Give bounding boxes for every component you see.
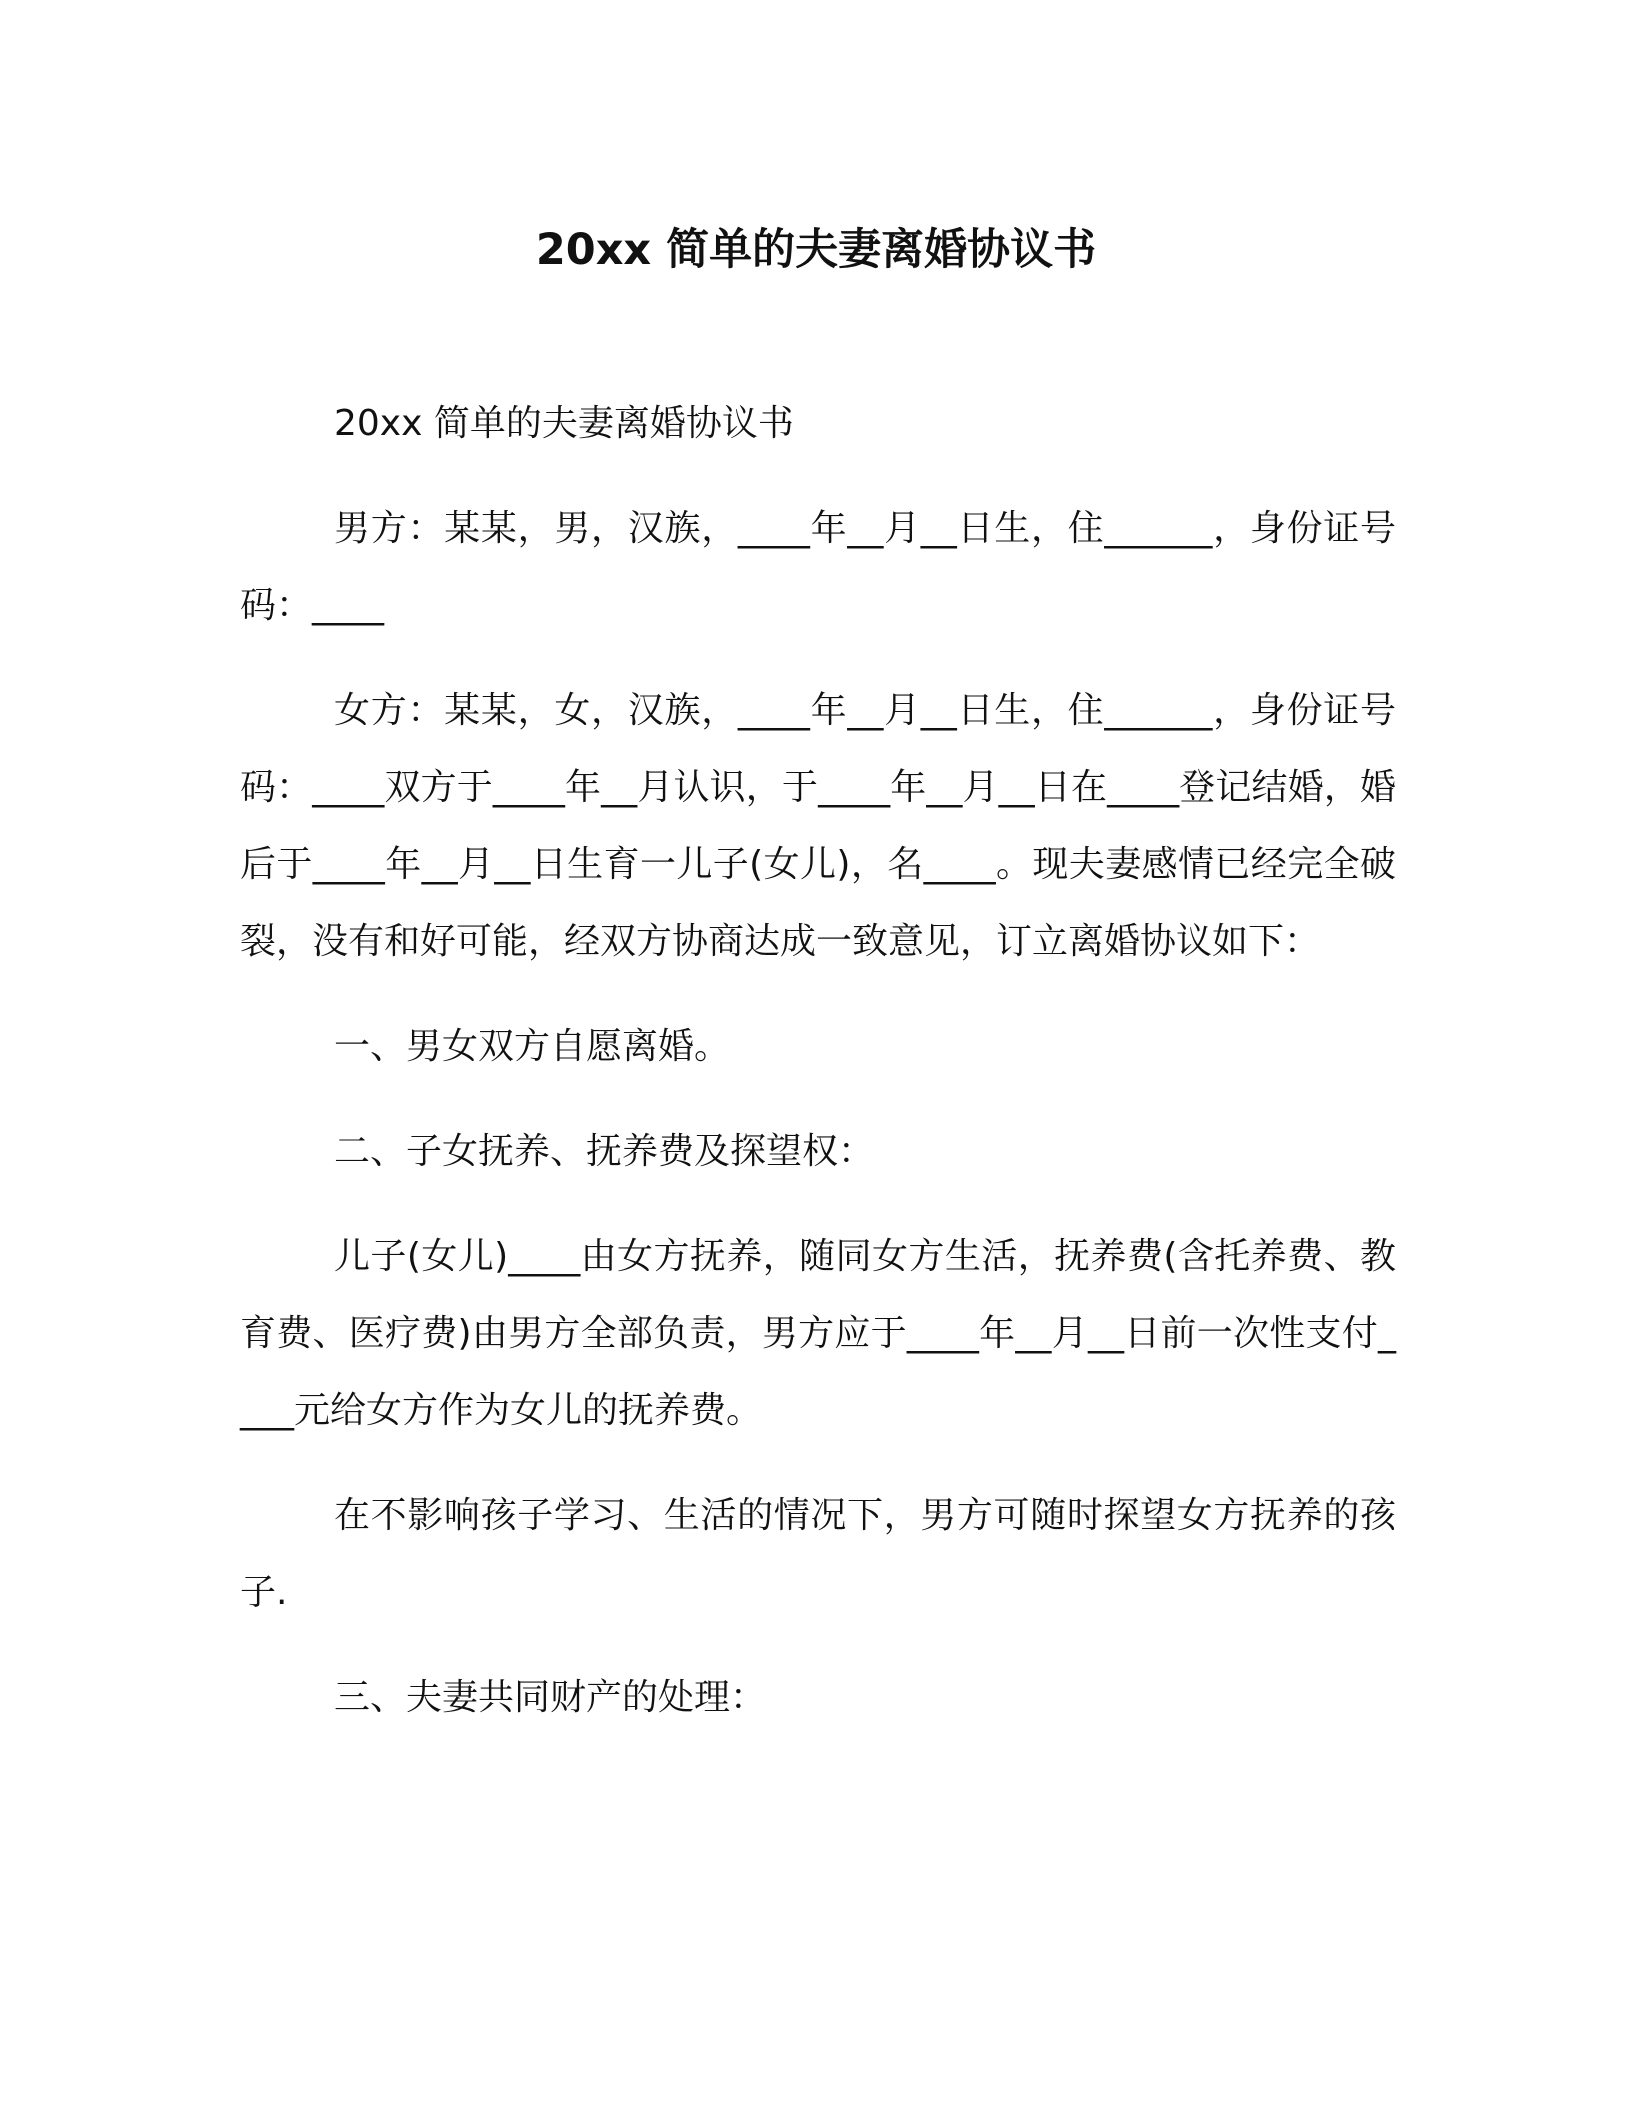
paragraph-male-party: 男方：某某，男，汉族，____年__月__日生，住______，身份证号码：____ — [240, 508, 1396, 626]
paragraph-clause-3-heading: 三、夫妻共同财产的处理： — [334, 1677, 767, 1718]
paragraph-child-support: 儿子(女儿)____由女方抚养，随同女方生活，抚养费(含托养费、教育费、医疗费)由男方全部负责，男方应于____年__月__日前一次性支付____元给女方作为女儿的抚养费。 — [240, 1236, 1396, 1431]
paragraph-clause-2-heading: 二、子女抚养、抚养费及探望权： — [334, 1131, 875, 1172]
paragraph-subtitle: 20xx 简单的夫妻离婚协议书 — [334, 403, 794, 444]
document-body — [240, 385, 1396, 1764]
document-title: 20xx 简单的夫妻离婚协议书 — [535, 225, 1097, 275]
paragraph-female-party: 女方：某某，女，汉族，____年__月__日生，住______，身份证号码：____双方于____年__月认识，于____年__月__日在____登记结婚，婚后于____年__月__日生育一儿子(女儿)，名____。现夫妻感情已经完全破裂，没有和好可能，经双方协商达成一致意见，订立离婚协议如下： — [240, 690, 1396, 962]
paragraph-visitation: 在不影响孩子学习、生活的情况下，男方可随时探望女方抚养的孩子. — [240, 1495, 1396, 1613]
paragraph-clause-1: 一、男女双方自愿离婚。 — [334, 1026, 731, 1067]
